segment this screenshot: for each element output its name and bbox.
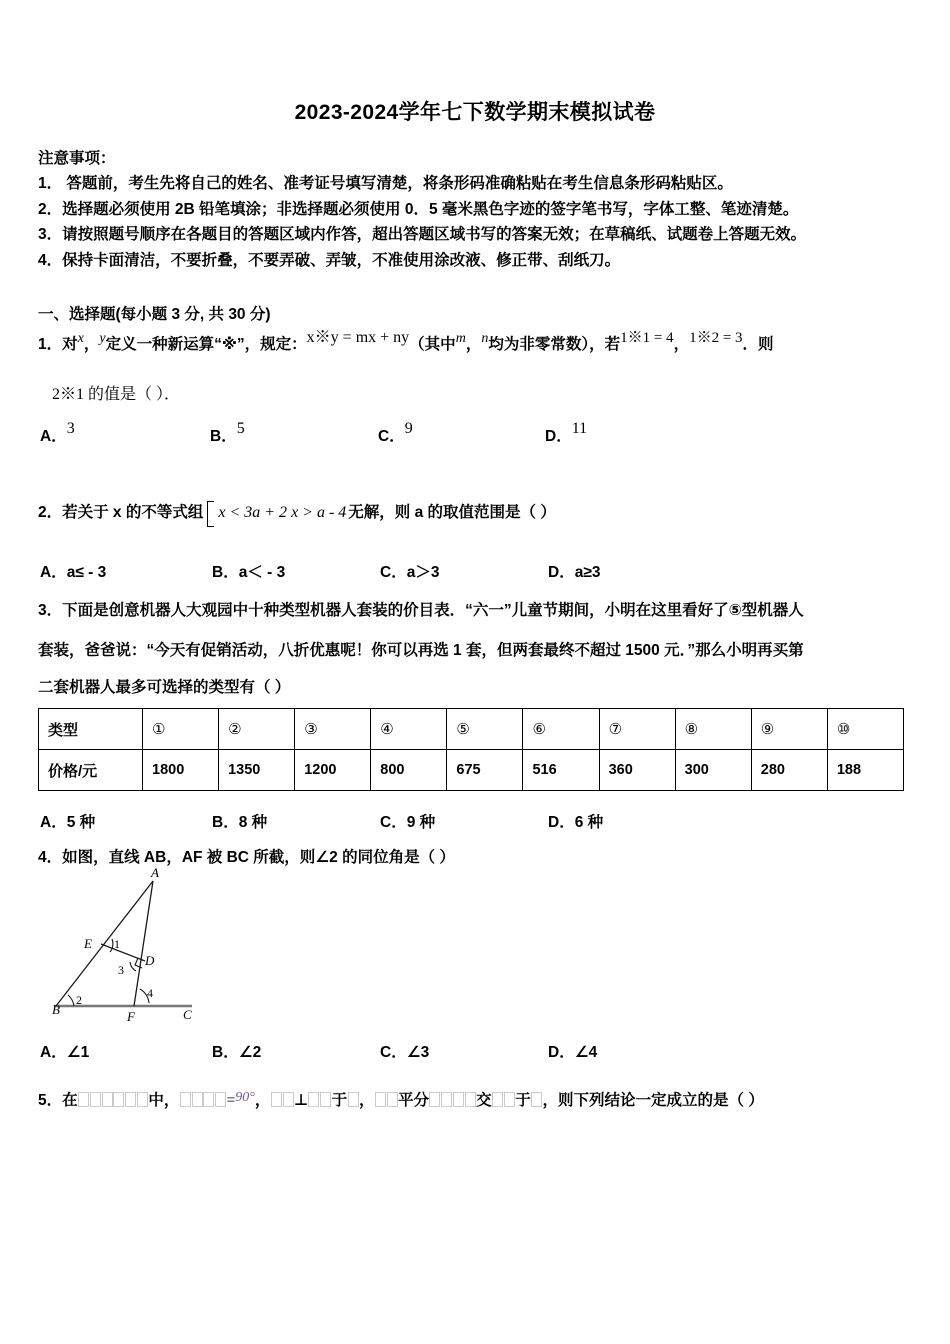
table-cell-price-8: 300 bbox=[675, 750, 751, 791]
missing-glyph-box bbox=[215, 1092, 226, 1107]
q2-text-b: 无解，则 a 的取值范围是（ ） bbox=[348, 504, 556, 522]
missing-glyph-box bbox=[78, 1092, 89, 1107]
notice-heading: 注意事项： bbox=[38, 150, 116, 167]
figure-label-b: B bbox=[52, 1002, 60, 1017]
figure-angle-label-3: 3 bbox=[118, 963, 124, 977]
q2-option-a-value: a≤ - 3 bbox=[66, 564, 107, 581]
q4-option-c-tag: C． bbox=[380, 1044, 407, 1061]
q5-seg-4: ， bbox=[254, 1092, 271, 1109]
q3-option-d-value: 6 种 bbox=[574, 814, 604, 831]
table-cell-type-7: ⑦ bbox=[599, 709, 675, 750]
q2-inequality-system bbox=[205, 500, 346, 526]
q1-number: 1． bbox=[38, 336, 63, 353]
q1-option-d-tag: D． bbox=[545, 428, 572, 445]
q5-seg-2: 中， bbox=[148, 1092, 180, 1109]
q1-option-b-tag: B． bbox=[210, 428, 237, 445]
missing-glyph-box bbox=[465, 1092, 476, 1107]
figure-label-d: D bbox=[145, 953, 155, 968]
table-cell-price-10: 188 bbox=[827, 750, 903, 791]
q1-option-b-value: 5 bbox=[236, 420, 245, 437]
figure-angle-label-2: 2 bbox=[76, 993, 82, 1007]
question-3-line-3 bbox=[38, 675, 922, 701]
missing-glyph-box bbox=[320, 1092, 331, 1107]
q3-option-c[interactable] bbox=[380, 810, 435, 832]
table-cell-price-5: 675 bbox=[447, 750, 523, 791]
question-1-continued bbox=[52, 382, 180, 408]
q1-var-y: y bbox=[99, 331, 106, 346]
q4-option-d-value: ∠4 bbox=[574, 1044, 598, 1061]
q5-tofu-group-2 bbox=[179, 1092, 226, 1109]
q5-tofu-group-6 bbox=[374, 1092, 398, 1109]
q1-condition-2: 1※2 = 3 bbox=[689, 330, 743, 346]
q4-option-a-tag: A． bbox=[40, 1044, 67, 1061]
q1-var-n: n bbox=[481, 331, 489, 346]
q1-option-b[interactable] bbox=[210, 420, 245, 446]
question-3-line-2 bbox=[38, 638, 922, 664]
q1-option-a[interactable] bbox=[40, 420, 75, 446]
table-header-price: 价格/元 bbox=[39, 750, 143, 791]
q2-option-b[interactable] bbox=[212, 560, 285, 582]
q4-option-c-value: ∠3 bbox=[406, 1044, 430, 1061]
q3-option-b[interactable] bbox=[212, 810, 267, 832]
missing-glyph-box bbox=[137, 1092, 148, 1107]
figure-angle-label-1: 1 bbox=[114, 937, 120, 951]
q4-number: 4． bbox=[38, 849, 63, 866]
q4-option-a-value: ∠1 bbox=[66, 1044, 90, 1061]
q2-option-d-value: a≥3 bbox=[574, 564, 601, 581]
q4-option-d-tag: D． bbox=[548, 1044, 575, 1061]
q1-option-d[interactable] bbox=[545, 420, 588, 446]
q5-seg-7: ， bbox=[358, 1092, 375, 1109]
geometry-figure bbox=[52, 866, 232, 1026]
q2-option-b-tag: B． bbox=[212, 564, 239, 581]
table-row-prices bbox=[39, 750, 904, 791]
q2-option-d-tag: D． bbox=[548, 564, 575, 581]
missing-glyph-box bbox=[203, 1092, 214, 1107]
q5-tofu-group-9 bbox=[531, 1092, 543, 1109]
q5-tofu-group-8 bbox=[492, 1092, 516, 1109]
table-cell-price-2: 1350 bbox=[219, 750, 295, 791]
q1-option-c-value: 9 bbox=[404, 420, 413, 437]
geometry-figure-svg bbox=[52, 866, 232, 1026]
table-cell-price-6: 516 bbox=[523, 750, 599, 791]
angle-arc-1 bbox=[110, 939, 113, 952]
table-cell-type-1: ① bbox=[143, 709, 219, 750]
angle-arc-3 bbox=[130, 962, 136, 971]
q1-text-c: （其中 bbox=[409, 336, 456, 353]
q1-comma-1: ， bbox=[83, 336, 100, 353]
q5-seg-10: 于 bbox=[515, 1092, 531, 1109]
q5-tofu-group-7 bbox=[429, 1092, 476, 1109]
table-cell-price-3: 1200 bbox=[295, 750, 371, 791]
notice-item-4: 4．保持卡面清洁，不要折叠，不要弄破、弄皱，不准使用涂改液、修正带、刮纸刀。 bbox=[38, 251, 621, 269]
q4-text: 如图，直线 AB，AF 被 BC 所截，则∠2 的同位角是（ ） bbox=[62, 849, 455, 866]
table-header-type: 类型 bbox=[39, 709, 143, 750]
notice-item-3: 3．请按照题号顺序在各题目的答题区域内作答，超出答题区域书写的答案无效；在草稿纸、试题卷上答题无效。 bbox=[38, 226, 807, 243]
figure-label-a: A bbox=[151, 866, 159, 880]
missing-glyph-box bbox=[348, 1092, 359, 1107]
line-ab bbox=[56, 881, 153, 1006]
question-5 bbox=[38, 1088, 928, 1115]
q1-condition-1: 1※1 = 4 bbox=[620, 330, 674, 346]
q1-option-d-value: 11 bbox=[571, 420, 588, 437]
q3-option-a-tag: A． bbox=[40, 814, 67, 831]
table-cell-price-9: 280 bbox=[751, 750, 827, 791]
q1-text-b: 定义一种新运算“※”，规定： bbox=[105, 336, 307, 353]
table-cell-type-5: ⑤ bbox=[447, 709, 523, 750]
q2-option-b-value: a＜ - 3 bbox=[238, 564, 286, 581]
q4-option-a[interactable] bbox=[40, 1040, 89, 1062]
q1-text-d: 均为非零常数），若 bbox=[488, 336, 621, 353]
missing-glyph-box bbox=[531, 1092, 542, 1107]
q2-system-row-2: x > a - 4 bbox=[291, 504, 347, 521]
q5-seg-5: ⊥ bbox=[293, 1092, 309, 1109]
q3-option-b-tag: B． bbox=[212, 814, 239, 831]
table-cell-type-3: ③ bbox=[295, 709, 371, 750]
missing-glyph-box bbox=[271, 1092, 282, 1107]
figure-label-f: F bbox=[127, 1009, 135, 1024]
figure-label-c: C bbox=[183, 1007, 192, 1022]
question-2 bbox=[38, 500, 556, 526]
q5-tofu-group-4 bbox=[308, 1092, 332, 1109]
q1-text-f: 2※1 的值是（ ）． bbox=[52, 386, 181, 403]
q1-formula: x※y = mx + ny bbox=[306, 329, 410, 346]
q3-option-c-value: 9 种 bbox=[406, 814, 436, 831]
missing-glyph-box bbox=[192, 1092, 203, 1107]
q2-option-a-tag: A． bbox=[40, 564, 67, 581]
q2-option-d[interactable] bbox=[548, 560, 600, 582]
q2-number: 2． bbox=[38, 504, 63, 522]
q3-option-a[interactable] bbox=[40, 810, 95, 832]
q5-seg-6: 于 bbox=[331, 1092, 348, 1109]
section-heading: 一、选择题(每小题 3 分, 共 30 分) bbox=[38, 306, 271, 323]
q4-option-b[interactable] bbox=[212, 1040, 261, 1062]
notice-item-2: 2．选择题必须使用 2B 铅笔填涂；非选择题必须使用 0．5 毫米黑色字迹的签字笔书写，字体工整、笔迹清楚。 bbox=[38, 200, 799, 218]
q3-number: 3． bbox=[38, 602, 63, 619]
q5-degree: 90° bbox=[235, 1090, 255, 1105]
q1-var-x: x bbox=[77, 331, 84, 346]
question-3 bbox=[38, 598, 922, 624]
missing-glyph-box bbox=[180, 1092, 191, 1107]
table-cell-type-9: ⑨ bbox=[751, 709, 827, 750]
q3-option-b-value: 8 种 bbox=[238, 814, 268, 831]
q3-line-2: 套装，爸爸说：“今天有促销活动，八折优惠呢！你可以再选 1 套，但两套最终不超过 1500 元．”那么小明再买第 bbox=[38, 642, 804, 659]
q1-text-a: 对 bbox=[62, 336, 78, 353]
q1-option-c[interactable] bbox=[378, 420, 413, 446]
missing-glyph-box bbox=[492, 1092, 503, 1107]
q3-option-c-tag: C． bbox=[380, 814, 407, 831]
q1-option-a-tag: A． bbox=[40, 428, 67, 445]
figure-label-e: E bbox=[84, 936, 92, 951]
notice-item-1: 1． 答题前，考生先将自己的姓名、准考证号填写清楚，将条形码准确粘贴在考生信息条形码粘贴区。 bbox=[38, 175, 733, 192]
q5-seg-9: 交 bbox=[476, 1092, 492, 1109]
q5-number: 5． bbox=[38, 1092, 63, 1109]
notice-block bbox=[38, 146, 918, 273]
q5-tofu-group-1 bbox=[78, 1092, 149, 1109]
q2-text-a: 若关于 x 的不等式组 bbox=[62, 504, 204, 522]
q1-comma-2: ， bbox=[465, 336, 482, 353]
q5-seg-8: 平分 bbox=[398, 1092, 430, 1109]
q1-var-m: m bbox=[455, 331, 466, 346]
q5-tofu-group-5 bbox=[347, 1092, 359, 1109]
missing-glyph-box bbox=[90, 1092, 101, 1107]
missing-glyph-box bbox=[125, 1092, 136, 1107]
q1-option-a-value: 3 bbox=[66, 420, 75, 437]
q5-seg-3: = bbox=[226, 1092, 236, 1109]
q3-option-d[interactable] bbox=[548, 810, 603, 832]
q2-option-a[interactable] bbox=[40, 560, 106, 582]
price-table bbox=[38, 708, 904, 791]
missing-glyph-box bbox=[453, 1092, 464, 1107]
q4-option-b-value: ∠2 bbox=[238, 1044, 262, 1061]
q2-option-c-value: a＞3 bbox=[406, 564, 440, 581]
q5-seg-11: ，则下列结论一定成立的是（ ） bbox=[542, 1092, 764, 1109]
missing-glyph-box bbox=[375, 1092, 386, 1107]
q4-option-b-tag: B． bbox=[212, 1044, 239, 1061]
table-cell-price-1: 1800 bbox=[143, 750, 219, 791]
q5-seg-1: 在 bbox=[62, 1092, 78, 1109]
question-1 bbox=[38, 329, 918, 359]
q4-option-d[interactable] bbox=[548, 1040, 597, 1062]
q1-comma-3: ， bbox=[673, 336, 690, 353]
page-title: 2023-2024学年七下数学期末模拟试卷 bbox=[294, 101, 656, 124]
missing-glyph-box bbox=[308, 1092, 319, 1107]
missing-glyph-box bbox=[387, 1092, 398, 1107]
missing-glyph-box bbox=[441, 1092, 452, 1107]
table-cell-type-6: ⑥ bbox=[523, 709, 599, 750]
angle-arc-2 bbox=[68, 995, 74, 1006]
q2-option-c[interactable] bbox=[380, 560, 439, 582]
table-cell-type-10: ⑩ bbox=[827, 709, 903, 750]
q3-option-d-tag: D． bbox=[548, 814, 575, 831]
missing-glyph-box bbox=[102, 1092, 113, 1107]
q1-text-e: ．则 bbox=[742, 336, 774, 353]
q3-line-1: 下面是创意机器人大观园中十种类型机器人套装的价目表．“六一”儿童节期间，小明在这里看好了⑤型机器人 bbox=[62, 602, 804, 619]
table-cell-type-2: ② bbox=[219, 709, 295, 750]
table-cell-type-8: ⑧ bbox=[675, 709, 751, 750]
missing-glyph-box bbox=[283, 1092, 294, 1107]
table-cell-price-4: 800 bbox=[371, 750, 447, 791]
q2-option-c-tag: C． bbox=[380, 564, 407, 581]
missing-glyph-box bbox=[429, 1092, 440, 1107]
q1-option-c-tag: C． bbox=[378, 428, 405, 445]
table-cell-type-4: ④ bbox=[371, 709, 447, 750]
missing-glyph-box bbox=[504, 1092, 515, 1107]
q2-system-row-1: x < 3a + 2 bbox=[218, 504, 288, 521]
table-row-types bbox=[39, 709, 904, 750]
figure-angle-label-4: 4 bbox=[147, 986, 153, 1000]
table-cell-price-7: 360 bbox=[599, 750, 675, 791]
q5-tofu-group-3 bbox=[270, 1092, 294, 1109]
q3-line-3: 二套机器人最多可选择的类型有（ ） bbox=[38, 679, 291, 696]
missing-glyph-box bbox=[113, 1092, 124, 1107]
q4-option-c[interactable] bbox=[380, 1040, 429, 1062]
q3-option-a-value: 5 种 bbox=[66, 814, 96, 831]
